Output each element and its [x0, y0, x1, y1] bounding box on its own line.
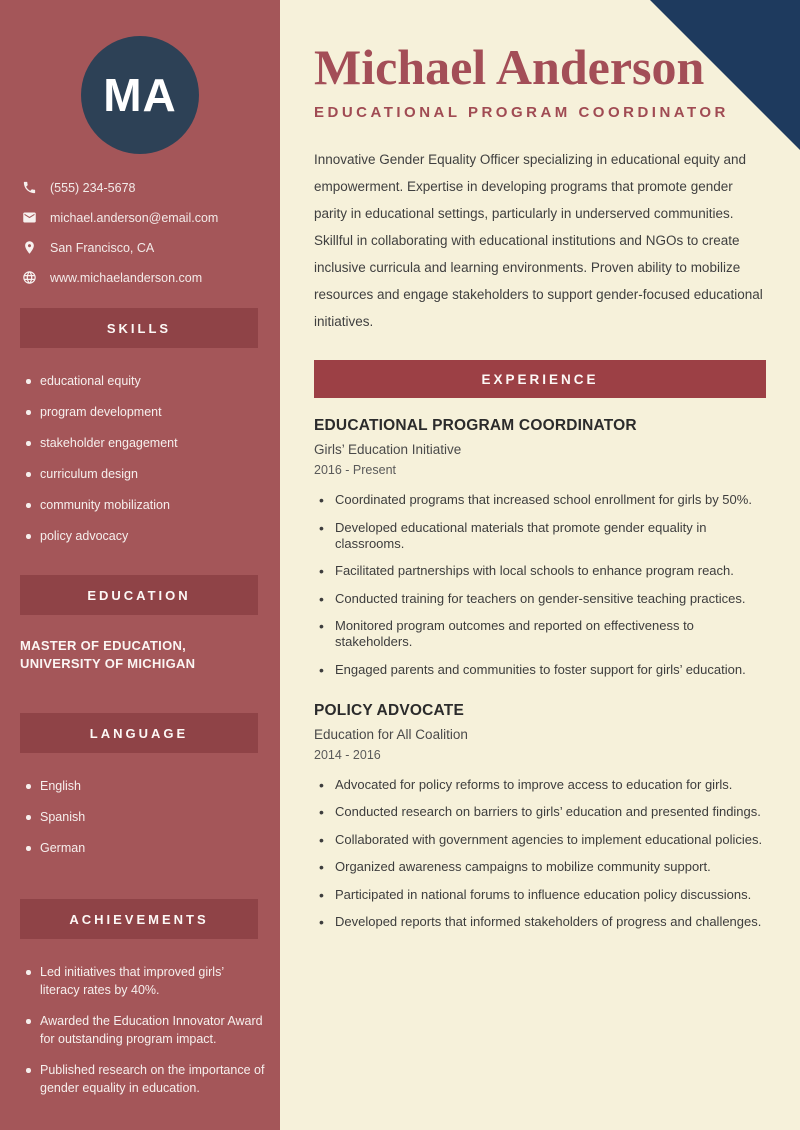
email-text: michael.anderson@email.com [50, 210, 219, 225]
skill-item: community mobilization [26, 496, 266, 514]
job-bullet: • Coordinated programs that increased school enrollment for girls by 50%. [319, 492, 766, 508]
job-bullet: • Facilitated partnerships with local schools to enhance program reach. [319, 563, 766, 579]
job-bullet: • Participated in national forums to influence education policy discussions. [319, 887, 766, 903]
person-name: Michael Anderson [314, 39, 705, 95]
job-bullet-list [319, 492, 766, 678]
job-bullet: • Conducted training for teachers on gender-sensitive teaching practices. [319, 591, 766, 607]
job-company: Education for All Coalition [314, 726, 468, 742]
main-content [280, 0, 800, 1130]
location-text: San Francisco, CA [50, 240, 155, 255]
achievements-header [20, 899, 258, 939]
achievement-item: Led initiatives that improved girls’ literacy rates by 40%. [26, 963, 266, 999]
language-item: Spanish [26, 808, 266, 826]
skill-item: program development [26, 403, 266, 421]
experience-header-label: EXPERIENCE [481, 371, 599, 387]
contact-section [22, 180, 262, 285]
job-bullet: • Organized awareness campaigns to mobilize community support. [319, 859, 766, 875]
job-bullet: • Monitored program outcomes and reported on effectiveness to stakeholders. [319, 618, 766, 650]
avatar-initials: MA [103, 69, 177, 121]
job-role: POLICY ADVOCATE [314, 701, 464, 719]
email-icon [22, 210, 37, 225]
achievement-item: Awarded the Education Innovator Award for outstanding program impact. [26, 1012, 266, 1048]
language-header [20, 713, 258, 753]
job-bullet: • Collaborated with government agencies to implement educational policies. [319, 832, 766, 848]
sidebar [0, 0, 280, 1130]
skill-item: educational equity [26, 372, 266, 390]
person-headline: EDUCATIONAL PROGRAM COORDINATOR [314, 104, 729, 121]
job-company: Girls’ Education Initiative [314, 442, 462, 457]
location-pin-icon [22, 240, 37, 255]
job-bullet-list [319, 777, 766, 931]
contact-phone [22, 180, 262, 195]
job-bullet: • Conducted research on barriers to girls’ education and presented findings. [319, 804, 766, 820]
job-dates: 2014 - 2016 [314, 747, 381, 762]
language-item: English [26, 777, 266, 795]
achievement-item: Published research on the importance of gender equality in education. [26, 1061, 266, 1097]
skills-header-label: SKILLS [106, 320, 172, 336]
contact-email [22, 210, 262, 225]
skill-item: curriculum design [26, 465, 266, 483]
website-text: www.michaelanderson.com [50, 270, 203, 285]
education-header [20, 575, 258, 615]
achievements-header-label: ACHIEVEMENTS [69, 911, 209, 927]
language-header-label: LANGUAGE [89, 725, 189, 741]
language-item: German [26, 839, 266, 857]
job-bullet: • Developed educational materials that promote gender equality in classrooms. [319, 520, 766, 552]
language-list [26, 777, 266, 857]
job-bullet: • Advocated for policy reforms to improve access to education for girls. [319, 777, 766, 793]
job-dates: 2016 - Present [314, 463, 396, 477]
skill-item: policy advocacy [26, 527, 266, 545]
education-header-label: EDUCATION [87, 587, 191, 603]
job-bullet: • Developed reports that informed stakeholders of progress and challenges. [319, 914, 766, 930]
skill-item: stakeholder engagement [26, 434, 266, 452]
summary-paragraph: Innovative Gender Equality Officer specializing in educational equity and empowerment. Expertise in developing programs that promote gender parity in educational settings, particularly in underserved communities. Skillful in collaborating with educational institutions and NGOs to create inclusive curricula and learning environments. Proven ability to mobilize resources and engage stakeholders to support gender-focused educational initiatives. [314, 152, 763, 329]
avatar [81, 36, 199, 154]
skills-header [20, 308, 258, 348]
phone-icon [22, 180, 37, 195]
globe-icon [22, 270, 37, 285]
phone-text: (555) 234-5678 [50, 180, 136, 195]
job-bullet: • Engaged parents and communities to foster support for girls’ education. [319, 662, 766, 678]
job-entry [314, 702, 766, 931]
contact-website [22, 270, 262, 285]
contact-location [22, 240, 262, 255]
skills-list [26, 372, 266, 545]
achievements-list [26, 963, 266, 1097]
experience-header [314, 360, 766, 398]
job-entry [314, 417, 766, 678]
job-role: EDUCATIONAL PROGRAM COORDINATOR [314, 417, 637, 434]
education-degree: MASTER OF EDUCATION, UNIVERSITY OF MICHIGAN [20, 638, 196, 671]
